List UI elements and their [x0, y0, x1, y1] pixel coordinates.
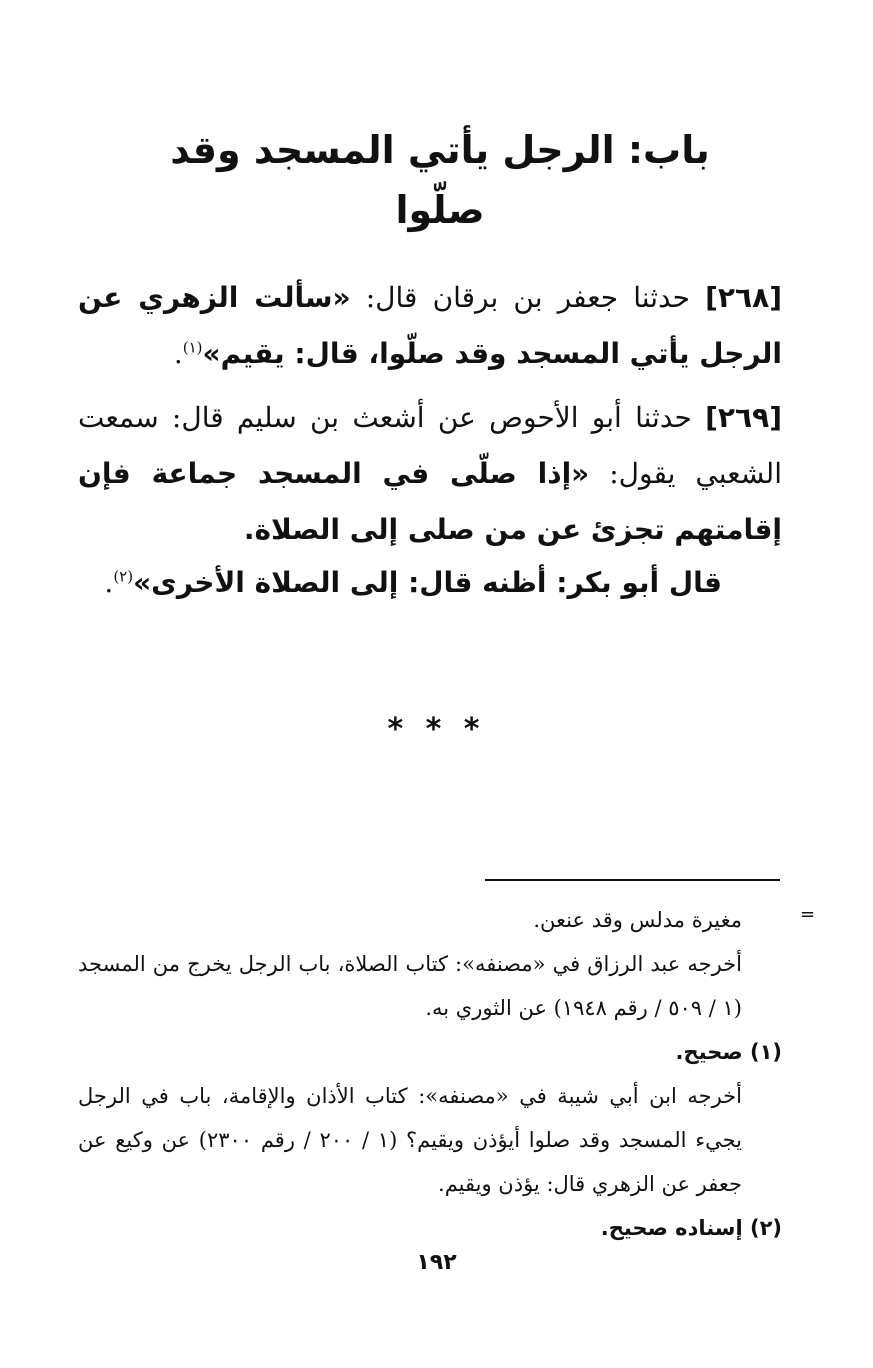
footnote-1-label: (١) صحيح.	[675, 1040, 782, 1064]
continuation-mark: =	[800, 904, 816, 925]
hadith-number: [٢٦٨]	[705, 281, 782, 314]
hadith-chain: حدثنا أبو الأحوص عن أشعث بن سليم قال: سمعت الشعبي يقول:	[78, 401, 782, 490]
footnote-ref-1[interactable]: (١)	[182, 338, 203, 357]
footnotes-section	[78, 898, 782, 1250]
hadith-268	[78, 270, 782, 382]
footnote-1-text: أخرجه ابن أبي شيبة في «مصنفه»: كتاب الأذان والإقامة، باب في الرجل يجيء المسجد وقد صلوا أيؤذن ويقيم؟ (١ / ٢٠٠ / رقم ٢٣٠٠) عن وكيع عن جعفر عن الزهري قال: يؤذن ويقيم.	[78, 1084, 742, 1196]
hadith-chain: حدثنا جعفر بن برقان قال:	[350, 281, 706, 314]
hadith-end: .	[173, 337, 183, 370]
chapter-title: باب: الرجل يأتي المسجد وقد صلّوا	[170, 128, 710, 232]
footnote-carryover-line: مغيرة مدلس وقد عنعن.	[533, 908, 742, 932]
section-separator: * * *	[387, 712, 486, 747]
abu-bakr-note	[78, 555, 722, 611]
footnote-ref-2[interactable]: (٢)	[113, 567, 134, 586]
page-number: ١٩٢	[416, 1250, 457, 1275]
hadith-number: [٢٦٩]	[705, 401, 782, 434]
note-text: قال أبو بكر: أظنه قال: إلى الصلاة الأخرى»	[133, 566, 722, 599]
hadith-text: «سألت الزهري عن الرجل يأتي المسجد وقد صلّوا، قال: يقيم»	[78, 281, 782, 370]
footnote-divider	[485, 879, 780, 881]
footnote-2-label: (٢) إسناده صحيح.	[600, 1216, 782, 1240]
footnote-carryover-line: أخرجه عبد الرزاق في «مصنفه»: كتاب الصلاة، باب الرجل يخرج من المسجد (١ / ٥٠٩ / رقم ١٩٤٨) عن الثوري به.	[78, 952, 742, 1020]
hadith-text: «إذا صلّى في المسجد جماعة فإن إقامتهم تجزئ عن من صلى إلى الصلاة.	[78, 457, 782, 546]
hadith-269	[78, 390, 782, 558]
note-end: .	[104, 566, 114, 599]
